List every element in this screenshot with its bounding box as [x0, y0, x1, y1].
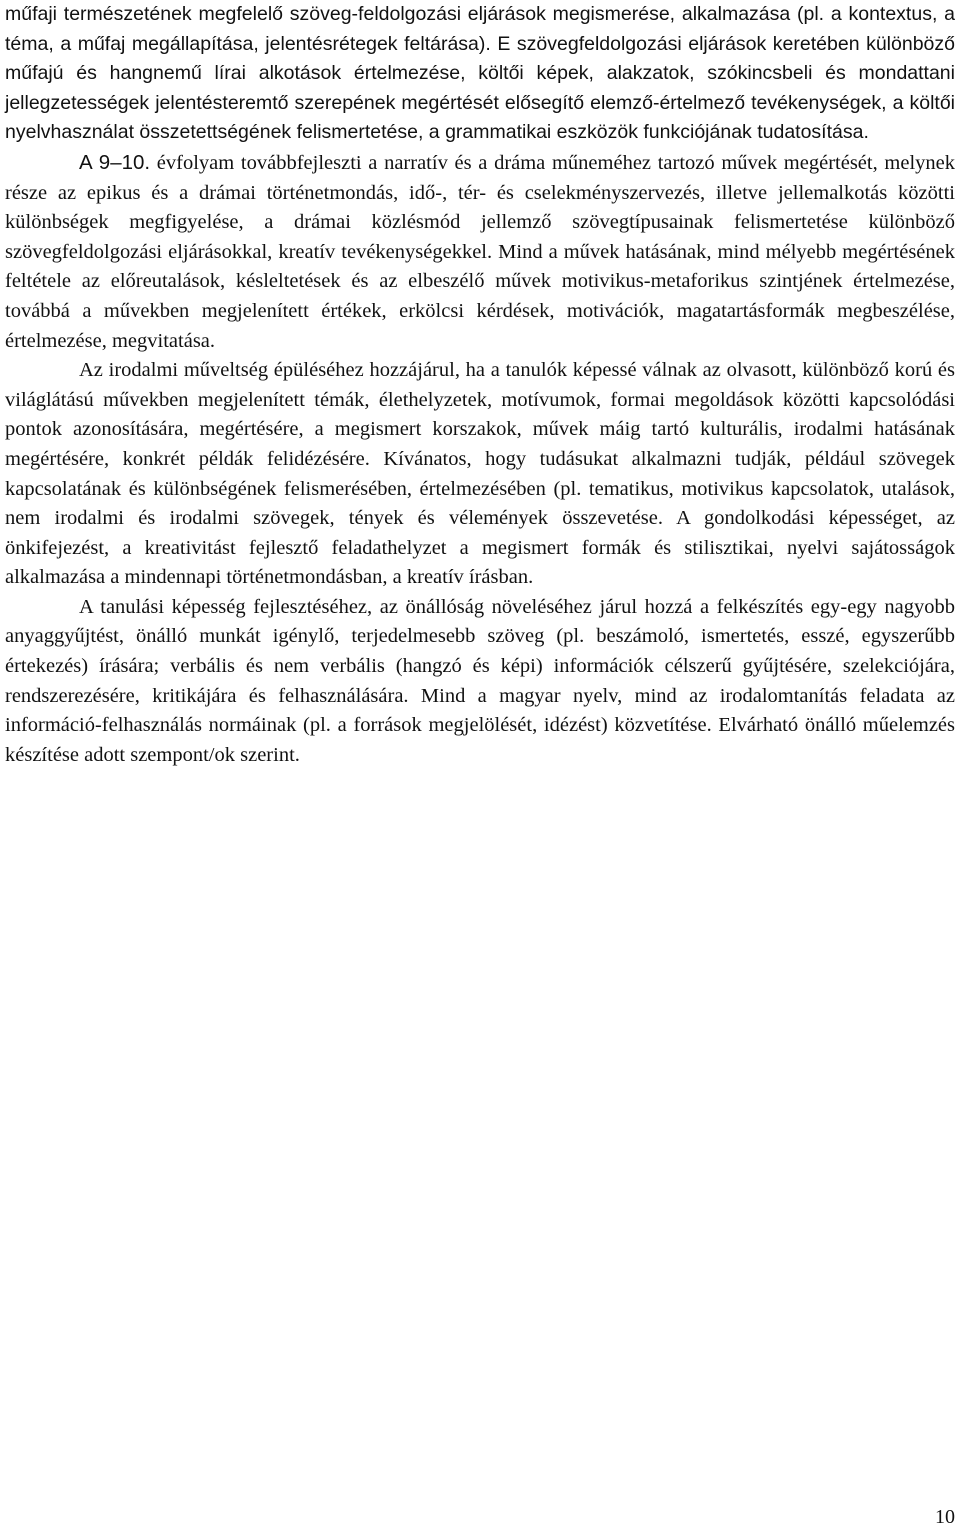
- paragraph-3: [5, 356, 955, 593]
- page-number: 10: [935, 1506, 955, 1528]
- document-page: [5, 0, 955, 770]
- paragraph-4-text: A tanulási képesség fejlesztéséhez, az önállóság növeléséhez járul hozzá a felkészítés egy-egy nagyobb anyaggyűjtést, önálló munkát igénylő, terjedelmesebb szöveg (pl. beszámoló, ismertetés, esszé, egyszerűbb értekezés) írására; verbális és nem verbális (hangzó és képi) információk célszerű gyűjtésére, szelekciójára, rendszerezésére, kritikájára és felhasználására. Mind a magyar nyelv, mind az irodalomtanítás feladata az információ-felhasználás normáinak (pl. a források megjelölését, idézést) közvetítése. Elvárható önálló műelemzés készítése adott szempont/ok szerint.: [5, 595, 955, 766]
- paragraph-1: [5, 0, 955, 148]
- paragraph-2-lead: A 9–10.: [79, 150, 151, 174]
- paragraph-1-text: műfaji természetének megfelelő szöveg-feldolgozási eljárások megismerése, alkalmazása (pl. a kontextus, a téma, a műfaj megállapítása, jelentésrétegek feltárása). E szövegfeldolgozási eljárások keretében különböző műfajú és hangnemű lírai alkotások értelmezése, költői képek, alakzatok, szókincsbeli és mondattani jellegzetességek jelentésteremtő szerepének megértését elősegítő elemző-értelmező tevékenységek, a költői nyelvhasználat összetettségének felismertetése, a grammatikai eszközök funkciójának tudatosítása.: [5, 3, 955, 144]
- paragraph-4: [5, 593, 955, 771]
- paragraph-2-text: évfolyam továbbfejleszti a narratív és a dráma műneméhez tartozó művek megértését, melynek része az epikus és a drámai történetmondás, idő-, tér- és cselekményszervezés, illetve jellemalkotás közötti különbségek megfigyelése, a drámai közlésmód jellemző szövegtípusainak felismertetése különböző szövegfeldolgozási eljárásokkal, kreatív tevékenységekkel. Mind a művek hatásának, mind mélyebb megértésének feltétele az előreutalások, késleltetések és az elbeszélő művek motivikus-metaforikus szintjének értelmezése, továbbá a művekben megjelenített értékek, erkölcsi kérdések, motivációk, magatartásformák megbeszélése, értelmezése, megvitatása.: [5, 151, 955, 352]
- paragraph-2: [5, 148, 955, 356]
- paragraph-3-text: Az irodalmi műveltség épüléséhez hozzájárul, ha a tanulók képessé válnak az olvasott, különböző korú és világlátású művekben megjelenített témák, élethelyzetek, motívumok, formai megoldások közötti kapcsolódási pontok azonosítására, megértésére, a megismert korszakok, művek máig tartó kulturális, irodalmi hatásának megértésére, konkrét példák felidézésére. Kívánatos, hogy tudásukat alkalmazni tudják, például szövegek kapcsolatának és különbségének felismerésében, értelmezésében (pl. tematikus, motivikus kapcsolatok, utalások, nem irodalmi és irodalmi szövegek, tények és vélemények összevetése. A gondolkodási képességet, az önkifejezést, a kreativitást fejlesztő feladathelyzet a megismert formák és stilisztikai, nyelvi sajátosságok alkalmazása a mindennapi történetmondásban, a kreatív írásban.: [5, 359, 955, 589]
